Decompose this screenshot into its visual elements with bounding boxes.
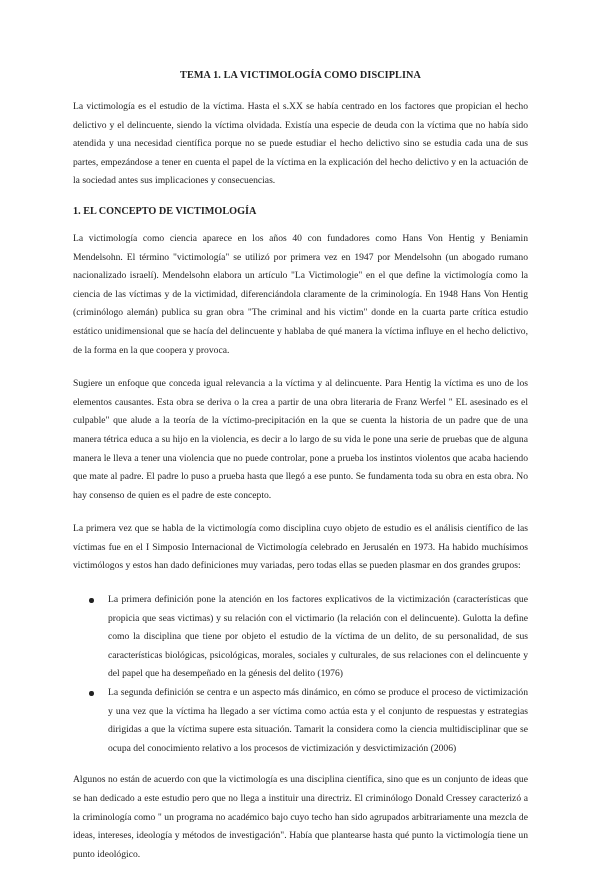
list-item-definition-1 [89, 591, 528, 684]
definition-list [73, 591, 528, 758]
bullet-icon [89, 691, 94, 696]
body-paragraph-2: Sugiere un enfoque que conceda igual relevancia a la víctima y al delincuente. Para Hentig la víctima es uno de los elementos causantes. Esta obra se deriva o la crea a partir de una obra literaria de Franz Werfel " EL asesinado es el culpable" que alude a la teoría de la víctimo-precipitación en la que se cuenta la historia de un padre que de una manera tétrica educa a su hijo en la violencia, es decir a lo largo de su vida le pone una serie de pruebas que de alguna manera le lleva a tener una violencia que no puede controlar, pone a prueba los instintos violentos que acaba haciendo que mate al padre. El padre lo puso a prueba hasta que llegó a ese punto. Se fundamenta toda su obra en esta obra. No hay consenso de quien es el padre de este concepto. [73, 378, 528, 501]
section-heading: 1. EL CONCEPTO DE VICTIMOLOGÍA [73, 205, 257, 217]
closing-paragraph: Algunos no están de acuerdo con que la victimología es una disciplina científica, sino que es un conjunto de ideas que se han dedicado a este estudio pero que no llega a instituir una directriz. El criminólogo Donald Cressey caracterizó a la criminología como " un programa no académico bajo cuyo techo han sido agrupados arbitrariamente una mezcla de ideas, intereses, ideología y métodos de investigación". Había que plantearse hasta qué punto la victimología tiene un punto ideológico. [73, 774, 528, 860]
list-item-text: La primera definición pone la atención en los factores explicativos de la victimización (características que propicia que seas victimas) y su relación con el victimario (la relación con el delincuente). Gulotta la define como la disciplina que tiene por objeto el estudio de la víctima de un delito, de su personalidad, de sus características biológicas, psicológicas, morales, sociales y culturales, de sus relaciones con el delincuente y del papel que ha desempeñado en la génesis del delito (1976) [108, 594, 528, 680]
body-paragraph-1: La victimología como ciencia aparece en los años 40 con fundadores como Hans Von Hentig y Beniamin Mendelsohn. El término "victimología" se utilizó por primera vez en 1947 por Mendelsohn (un abogado rumano nacionalizado israelí). Mendelsohn elabora un artículo "La Victimologie" en el que define la victimología como la ciencia de las víctimas y de la victimidad, diferenciándola claramente de la criminología. En 1948 Hans Von Hentig (criminólogo alemán) publica su gran obra "The criminal and his victim" donde en la cuarta parte crítica estudio estático unidimensional que se hacía del delincuente y hablaba de qué manera la víctima influye en el hecho delictivo, de la forma en la que coopera y provoca. [73, 232, 528, 356]
list-item-text: La segunda definición se centra e un aspecto más dinámico, en cómo se produce el proceso de victimización y una vez que la víctima ha llegado a ser víctima como actúa esta y el conjunto de respuestas y estrategias dirigidas a que la víctima supere esta situación. Tamarit la considera como la ciencia multidisciplinar que se ocupa del conocimiento relativo a los procesos de victimización y desvictimización (2006) [108, 687, 528, 754]
list-item-definition-2 [89, 684, 528, 758]
document-body [73, 70, 528, 879]
document-title: TEMA 1. LA VICTIMOLOGÍA COMO DISCIPLINA [180, 70, 421, 81]
bullet-icon [89, 598, 94, 603]
body-paragraph-3: La primera vez que se habla de la victimología como disciplina cuyo objeto de estudio es el análisis científico de las víctimas fue en el I Simposio Internacional de Victimología celebrado en Jerusalén en 1973. Ha habido muchísimos victimólogos y estos han dado definiciones muy variadas, pero todas ellas se pueden plasmar en dos grandes grupos: [73, 523, 528, 572]
intro-paragraph: La victimología es el estudio de la víctima. Hasta el s.XX se había centrado en los factores que propician el hecho delictivo y el delincuente, siendo la víctima olvidada. Existía una especie de deuda con la víctima que no había sido atendida y una necesidad científica porque no se puede estudiar el hecho delictivo sino se estudia cada una de sus partes, empezándose a tener en cuenta el papel de la víctima en la explicación del hecho delictivo y en la actuación de la sociedad antes sus implicaciones y consecuencias. [73, 101, 528, 187]
